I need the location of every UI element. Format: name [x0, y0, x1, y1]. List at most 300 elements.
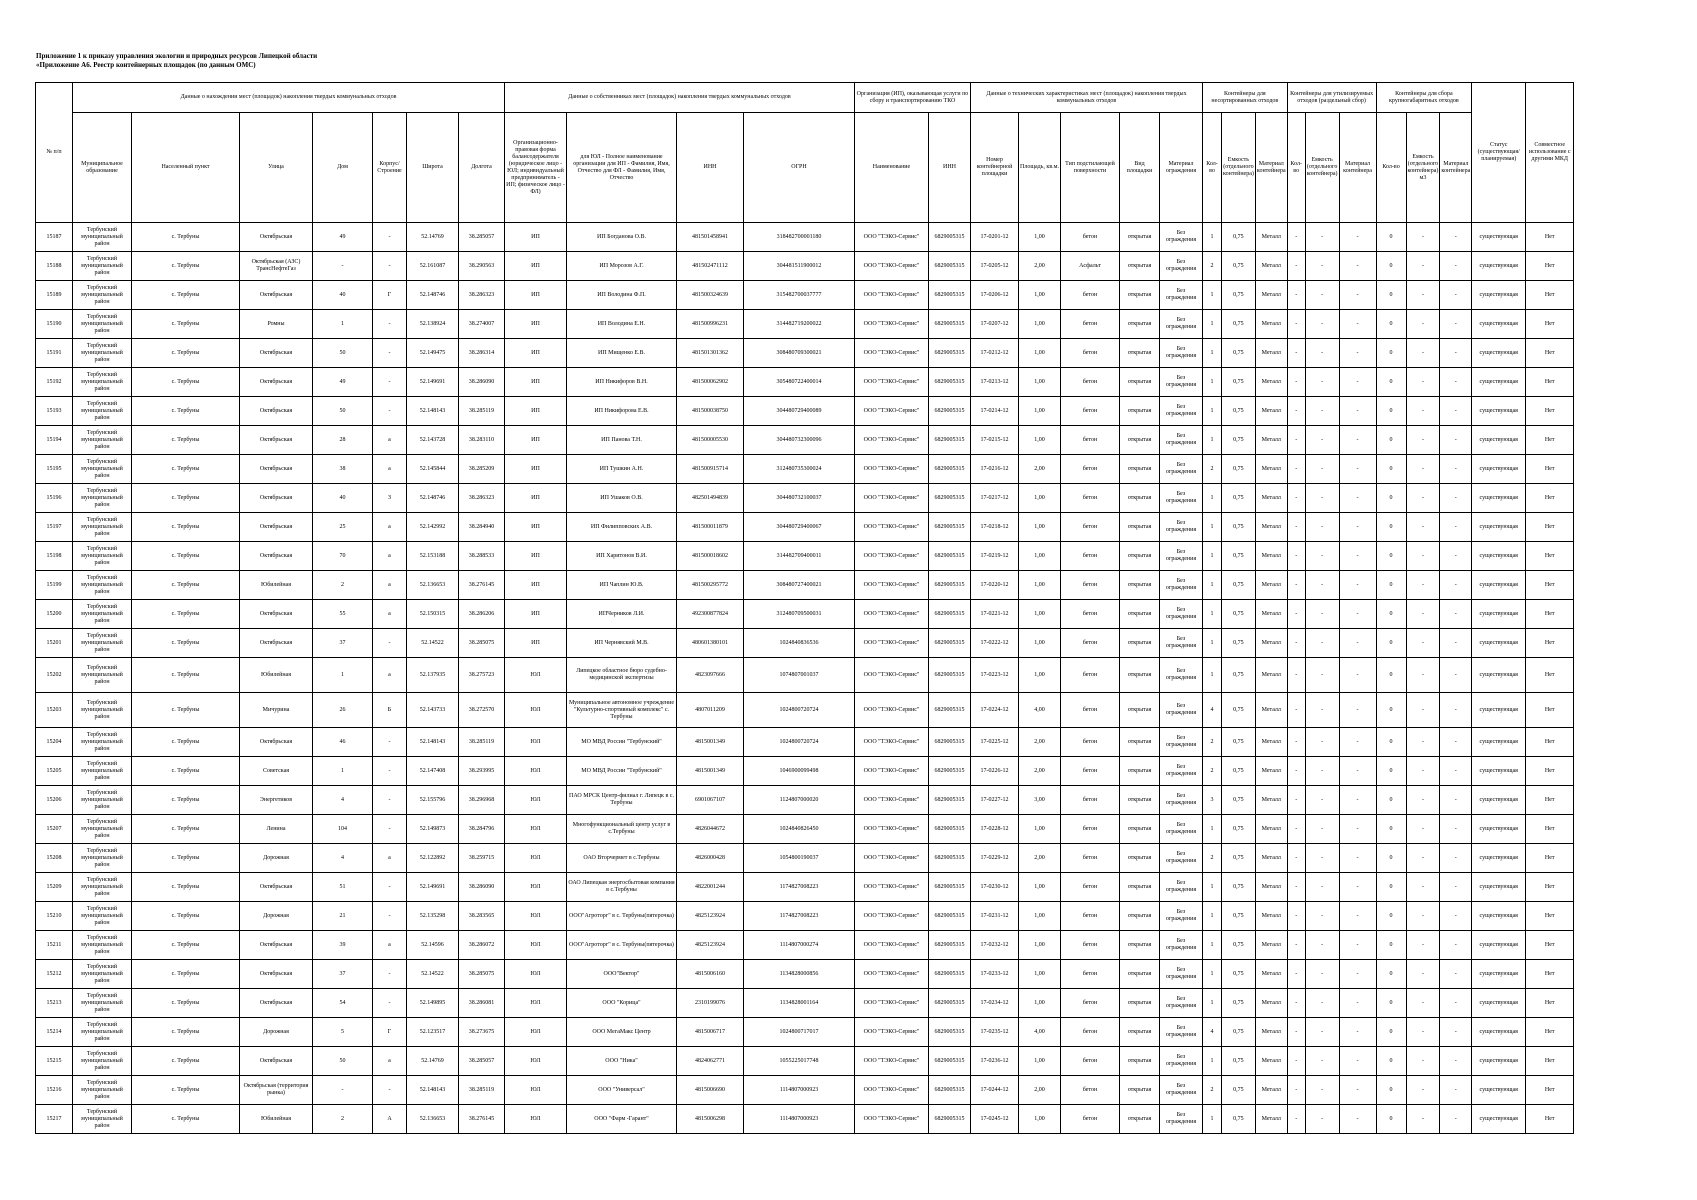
cell-status: существующая [1472, 960, 1526, 989]
cell-area: 1,00 [1019, 931, 1061, 960]
cell-cap3: - [1406, 844, 1440, 873]
cell-street: Октябрьская [240, 281, 313, 310]
cell-op: ООО "ТЭКО-Сервис" [855, 989, 929, 1018]
cell-site: 17-0216-12 [971, 455, 1019, 484]
cell-fence: Без ограждения [1160, 1018, 1203, 1047]
cell-lat: 52.14522 [407, 960, 459, 989]
cell-area: 1,00 [1019, 397, 1061, 426]
cell-cap2: - [1305, 600, 1339, 629]
cell-area: 2,00 [1019, 1076, 1061, 1105]
cell-bld: - [373, 310, 407, 339]
cell-inn: 4826044672 [677, 815, 744, 844]
cell-fence: Без ограждения [1160, 571, 1203, 600]
cell-area: 2,00 [1019, 455, 1061, 484]
cell-street: Дорожная [240, 902, 313, 931]
cell-owner: ИПЧерников Л.И. [567, 600, 677, 629]
cell-inn: 4815006690 [677, 1076, 744, 1105]
cell-q1: 2 [1203, 252, 1222, 281]
cell-cap1: 0,75 [1222, 786, 1256, 815]
cell-house: 50 [313, 339, 373, 368]
cell-num: 15214 [36, 1018, 73, 1047]
cell-mat3: - [1440, 989, 1472, 1018]
cell-mat2: - [1339, 1076, 1376, 1105]
cell-mat1: Металл [1255, 252, 1287, 281]
cell-ogrn: 1174827008223 [744, 902, 855, 931]
cell-q3: 0 [1376, 902, 1406, 931]
cell-street: Октябрьская [240, 455, 313, 484]
cell-fence: Без ограждения [1160, 455, 1203, 484]
cell-mo: Тербунский муниципальный район [73, 281, 132, 310]
cell-surf: бетон [1061, 571, 1120, 600]
cell-q1: 1 [1203, 600, 1222, 629]
cell-num: 15215 [36, 1047, 73, 1076]
cell-q1: 2 [1203, 844, 1222, 873]
cell-site: 17-0213-12 [971, 368, 1019, 397]
cell-mat2: - [1339, 873, 1376, 902]
group-operator-header: Организация (ИП), оказывающая услуги по сбору и транспортированию ТКО [855, 83, 971, 113]
cell-q1: 1 [1203, 281, 1222, 310]
cell-cap3: - [1406, 902, 1440, 931]
cell-ogrn: 314482719200022 [744, 310, 855, 339]
cell-shared: Нет [1526, 542, 1574, 571]
cell-inn: 481500011879 [677, 513, 744, 542]
table-row [36, 873, 1574, 902]
cell-ogrn: 1114807000274 [744, 931, 855, 960]
cell-status: существующая [1472, 455, 1526, 484]
cell-q2: - [1287, 658, 1305, 693]
cell-shared: Нет [1526, 513, 1574, 542]
cell-surf: бетон [1061, 815, 1120, 844]
cell-q2: - [1287, 1047, 1305, 1076]
cell-area: 1,00 [1019, 339, 1061, 368]
cell-site: 17-0228-12 [971, 815, 1019, 844]
cell-type: открытая [1120, 786, 1160, 815]
cell-mat3: - [1440, 728, 1472, 757]
cell-street: Октябрьская [240, 426, 313, 455]
cell-np: с. Тербуны [132, 542, 240, 571]
cell-cap1: 0,75 [1222, 757, 1256, 786]
container-sites-registry-table [35, 82, 1574, 1134]
header-group-row [36, 83, 1574, 113]
cell-mat2: - [1339, 600, 1376, 629]
col-lat-header: Широта [407, 113, 459, 223]
table-row [36, 629, 1574, 658]
cell-status: существующая [1472, 873, 1526, 902]
cell-site: 17-0221-12 [971, 600, 1019, 629]
cell-mat3: - [1440, 223, 1472, 252]
cell-owner: ИП Мищенко Е.В. [567, 339, 677, 368]
cell-inn: 2310199076 [677, 989, 744, 1018]
cell-q1: 1 [1203, 1047, 1222, 1076]
cell-mat3: - [1440, 571, 1472, 600]
cell-ogrn: 1024840826450 [744, 815, 855, 844]
cell-fence: Без ограждения [1160, 844, 1203, 873]
table-row [36, 223, 1574, 252]
cell-street: Дорожная [240, 1018, 313, 1047]
cell-op: ООО "ТЭКО-Сервис" [855, 455, 929, 484]
cell-cap1: 0,75 [1222, 1105, 1256, 1134]
cell-fence: Без ограждения [1160, 629, 1203, 658]
cell-house: 49 [313, 368, 373, 397]
cell-cap3: - [1406, 339, 1440, 368]
cell-q2: - [1287, 600, 1305, 629]
cell-num: 15201 [36, 629, 73, 658]
cell-house: 50 [313, 397, 373, 426]
cell-q3: 0 [1376, 455, 1406, 484]
cell-mo: Тербунский муниципальный район [73, 455, 132, 484]
cell-opinn: 6829005315 [929, 281, 971, 310]
cell-mat3: - [1440, 397, 1472, 426]
cell-fence: Без ограждения [1160, 600, 1203, 629]
cell-site: 17-0215-12 [971, 426, 1019, 455]
cell-shared: Нет [1526, 571, 1574, 600]
cell-op: ООО "ТЭКО-Сервис" [855, 513, 929, 542]
cell-form: ЮЛ [505, 1105, 567, 1134]
cell-num: 15199 [36, 571, 73, 600]
cell-lon: 38.285075 [459, 629, 505, 658]
cell-mat2: - [1339, 455, 1376, 484]
cell-opinn: 6829005315 [929, 1018, 971, 1047]
cell-street: Ленина [240, 815, 313, 844]
cell-surf: бетон [1061, 931, 1120, 960]
cell-np: с. Тербуны [132, 844, 240, 873]
cell-status: существующая [1472, 1047, 1526, 1076]
cell-mat3: - [1440, 368, 1472, 397]
cell-mat2: - [1339, 1047, 1376, 1076]
cell-lon: 38.276145 [459, 1105, 505, 1134]
cell-q3: 0 [1376, 960, 1406, 989]
cell-house: 50 [313, 1047, 373, 1076]
cell-mat2: - [1339, 281, 1376, 310]
cell-q1: 1 [1203, 571, 1222, 600]
cell-site: 17-0229-12 [971, 844, 1019, 873]
cell-q1: 1 [1203, 368, 1222, 397]
cell-mat1: Металл [1255, 310, 1287, 339]
cell-cap3: - [1406, 989, 1440, 1018]
cell-q1: 4 [1203, 693, 1222, 728]
cell-mat3: - [1440, 455, 1472, 484]
cell-opinn: 6829005315 [929, 693, 971, 728]
cell-q3: 0 [1376, 223, 1406, 252]
cell-form: ЮЛ [505, 1076, 567, 1105]
cell-op: ООО "ТЭКО-Сервис" [855, 571, 929, 600]
cell-mat1: Металл [1255, 629, 1287, 658]
cell-area: 1,00 [1019, 1105, 1061, 1134]
cell-cap3: - [1406, 368, 1440, 397]
cell-area: 2,00 [1019, 757, 1061, 786]
cell-mat1: Металл [1255, 600, 1287, 629]
cell-type: открытая [1120, 310, 1160, 339]
cell-site: 17-0218-12 [971, 513, 1019, 542]
cell-fence: Без ограждения [1160, 902, 1203, 931]
cell-num: 15210 [36, 902, 73, 931]
cell-area: 1,00 [1019, 542, 1061, 571]
col-ogrn-header: ОГРН [744, 113, 855, 223]
cell-site: 17-0207-12 [971, 310, 1019, 339]
cell-mo: Тербунский муниципальный район [73, 252, 132, 281]
cell-inn: 481501301362 [677, 339, 744, 368]
cell-num: 15205 [36, 757, 73, 786]
col-municipality-header: Муниципальное образование [73, 113, 132, 223]
cell-fence: Без ограждения [1160, 513, 1203, 542]
table-row [36, 571, 1574, 600]
cell-type: открытая [1120, 1047, 1160, 1076]
cell-type: открытая [1120, 757, 1160, 786]
cell-type: открытая [1120, 397, 1160, 426]
cell-shared: Нет [1526, 1105, 1574, 1134]
cell-cap2: - [1305, 844, 1339, 873]
cell-street: Октябрьская [240, 223, 313, 252]
cell-ogrn: 1124807000020 [744, 786, 855, 815]
cell-fence: Без ограждения [1160, 757, 1203, 786]
table-row [36, 786, 1574, 815]
cell-status: существующая [1472, 989, 1526, 1018]
cell-q1: 4 [1203, 1018, 1222, 1047]
cell-q2: - [1287, 693, 1305, 728]
cell-status: существующая [1472, 815, 1526, 844]
cell-fence: Без ограждения [1160, 542, 1203, 571]
cell-cap3: - [1406, 960, 1440, 989]
cell-op: ООО "ТЭКО-Сервис" [855, 310, 929, 339]
cell-type: открытая [1120, 815, 1160, 844]
cell-type: открытая [1120, 1105, 1160, 1134]
col-c1-capacity-header: Емкость (отдельного контейнера) [1222, 113, 1256, 223]
cell-mat1: Металл [1255, 757, 1287, 786]
cell-opinn: 6829005315 [929, 931, 971, 960]
cell-shared: Нет [1526, 873, 1574, 902]
document-title [36, 52, 317, 70]
cell-inn: 481500915714 [677, 455, 744, 484]
cell-shared: Нет [1526, 252, 1574, 281]
cell-bld: а [373, 658, 407, 693]
cell-owner: ООО "Фарм -Гарант" [567, 1105, 677, 1134]
cell-site: 17-0236-12 [971, 1047, 1019, 1076]
cell-site: 17-0212-12 [971, 339, 1019, 368]
cell-status: существующая [1472, 397, 1526, 426]
cell-np: с. Тербуны [132, 339, 240, 368]
cell-np: с. Тербуны [132, 728, 240, 757]
cell-cap3: - [1406, 728, 1440, 757]
cell-surf: бетон [1061, 513, 1120, 542]
cell-owner: ОАО Липецкая энергосбытовая компания в с.Тербуны [567, 873, 677, 902]
cell-owner: ИП Морозов А.Г. [567, 252, 677, 281]
cell-cap3: - [1406, 873, 1440, 902]
cell-house: 49 [313, 223, 373, 252]
cell-form: ИП [505, 281, 567, 310]
cell-cap1: 0,75 [1222, 931, 1256, 960]
cell-surf: бетон [1061, 960, 1120, 989]
cell-np: с. Тербуны [132, 455, 240, 484]
cell-surf: бетон [1061, 484, 1120, 513]
cell-lat: 52.149895 [407, 989, 459, 1018]
cell-status: существующая [1472, 542, 1526, 571]
cell-mat3: - [1440, 629, 1472, 658]
cell-opinn: 6829005315 [929, 339, 971, 368]
cell-q2: - [1287, 310, 1305, 339]
cell-form: ЮЛ [505, 757, 567, 786]
cell-owner: ИП Чернявский М.В. [567, 629, 677, 658]
cell-cap1: 0,75 [1222, 1018, 1256, 1047]
cell-num: 15187 [36, 223, 73, 252]
cell-form: ИП [505, 397, 567, 426]
cell-type: открытая [1120, 600, 1160, 629]
cell-lat: 52.150315 [407, 600, 459, 629]
cell-type: открытая [1120, 339, 1160, 368]
cell-site: 17-0230-12 [971, 873, 1019, 902]
cell-mat2: - [1339, 1105, 1376, 1134]
cell-num: 15195 [36, 455, 73, 484]
cell-area: 1,00 [1019, 513, 1061, 542]
cell-form: ЮЛ [505, 1018, 567, 1047]
cell-shared: Нет [1526, 1076, 1574, 1105]
table-row [36, 931, 1574, 960]
cell-shared: Нет [1526, 223, 1574, 252]
cell-mo: Тербунский муниципальный район [73, 223, 132, 252]
cell-owner: ИП Никифоров В.Н. [567, 368, 677, 397]
cell-surf: бетон [1061, 223, 1120, 252]
cell-mo: Тербунский муниципальный район [73, 844, 132, 873]
table-row [36, 368, 1574, 397]
cell-mo: Тербунский муниципальный район [73, 397, 132, 426]
cell-inn: 481500324639 [677, 281, 744, 310]
cell-fence: Без ограждения [1160, 693, 1203, 728]
cell-inn: 4822001244 [677, 873, 744, 902]
cell-lat: 52.148143 [407, 397, 459, 426]
cell-op: ООО "ТЭКО-Сервис" [855, 281, 929, 310]
cell-lat: 52.14522 [407, 629, 459, 658]
cell-owner: ОАО Вторчермет в с.Тербуны [567, 844, 677, 873]
table-row [36, 960, 1574, 989]
cell-q1: 1 [1203, 223, 1222, 252]
cell-lon: 38.274007 [459, 310, 505, 339]
cell-street: Октябрьская [240, 629, 313, 658]
cell-site: 17-0206-12 [971, 281, 1019, 310]
cell-status: существующая [1472, 513, 1526, 542]
cell-area: 1,00 [1019, 426, 1061, 455]
cell-mo: Тербунский муниципальный район [73, 786, 132, 815]
cell-bld: а [373, 844, 407, 873]
cell-cap2: - [1305, 757, 1339, 786]
cell-cap1: 0,75 [1222, 281, 1256, 310]
cell-bld: а [373, 455, 407, 484]
cell-mo: Тербунский муниципальный район [73, 629, 132, 658]
cell-surf: бетон [1061, 728, 1120, 757]
cell-opinn: 6829005315 [929, 989, 971, 1018]
cell-q3: 0 [1376, 931, 1406, 960]
cell-street: Октябрьская [240, 484, 313, 513]
cell-q3: 0 [1376, 1018, 1406, 1047]
cell-lon: 38.283565 [459, 902, 505, 931]
cell-mat2: - [1339, 368, 1376, 397]
col-c2-qty-header: Кол-во [1287, 113, 1305, 223]
cell-area: 2,00 [1019, 728, 1061, 757]
cell-house: 21 [313, 902, 373, 931]
cell-q3: 0 [1376, 571, 1406, 600]
cell-house: 1 [313, 757, 373, 786]
cell-type: открытая [1120, 542, 1160, 571]
cell-form: ЮЛ [505, 815, 567, 844]
cell-lat: 52.149873 [407, 815, 459, 844]
cell-fence: Без ограждения [1160, 252, 1203, 281]
cell-status: существующая [1472, 931, 1526, 960]
cell-street: Октябрьская [240, 931, 313, 960]
cell-opinn: 6829005315 [929, 728, 971, 757]
cell-bld: - [373, 815, 407, 844]
cell-mat3: - [1440, 960, 1472, 989]
cell-cap1: 0,75 [1222, 368, 1256, 397]
cell-ogrn: 1024800720724 [744, 728, 855, 757]
cell-inn: 4815006717 [677, 1018, 744, 1047]
cell-lat: 52.135298 [407, 902, 459, 931]
cell-bld: - [373, 902, 407, 931]
cell-area: 1,00 [1019, 989, 1061, 1018]
cell-mat3: - [1440, 600, 1472, 629]
cell-num: 15192 [36, 368, 73, 397]
cell-mat3: - [1440, 1076, 1472, 1105]
cell-op: ООО "ТЭКО-Сервис" [855, 629, 929, 658]
cell-q2: - [1287, 368, 1305, 397]
table-row [36, 542, 1574, 571]
cell-mat1: Металл [1255, 728, 1287, 757]
cell-cap1: 0,75 [1222, 513, 1256, 542]
cell-cap3: - [1406, 815, 1440, 844]
cell-street: Энергетиков [240, 786, 313, 815]
cell-mat3: - [1440, 281, 1472, 310]
cell-surf: бетон [1061, 368, 1120, 397]
cell-mo: Тербунский муниципальный район [73, 600, 132, 629]
cell-type: открытая [1120, 629, 1160, 658]
cell-site: 17-0235-12 [971, 1018, 1019, 1047]
cell-mo: Тербунский муниципальный район [73, 728, 132, 757]
cell-lat: 52.149475 [407, 339, 459, 368]
cell-lat: 52.136653 [407, 1105, 459, 1134]
cell-cap3: - [1406, 1018, 1440, 1047]
cell-lat: 52.143733 [407, 693, 459, 728]
cell-area: 1,00 [1019, 960, 1061, 989]
cell-house: - [313, 252, 373, 281]
cell-mat3: - [1440, 310, 1472, 339]
cell-cap2: - [1305, 902, 1339, 931]
cell-ogrn: 312480735300024 [744, 455, 855, 484]
cell-mo: Тербунский муниципальный район [73, 1047, 132, 1076]
cell-inn: 481500038750 [677, 397, 744, 426]
cell-cap2: - [1305, 484, 1339, 513]
cell-shared: Нет [1526, 902, 1574, 931]
cell-mat3: - [1440, 1047, 1472, 1076]
cell-op: ООО "ТЭКО-Сервис" [855, 757, 929, 786]
cell-q3: 0 [1376, 310, 1406, 339]
cell-q2: - [1287, 571, 1305, 600]
col-fence-header: Материал ограждения [1160, 113, 1203, 223]
cell-cap1: 0,75 [1222, 455, 1256, 484]
table-row [36, 989, 1574, 1018]
cell-mo: Тербунский муниципальный район [73, 484, 132, 513]
col-street-header: Улица [240, 113, 313, 223]
cell-cap2: - [1305, 310, 1339, 339]
cell-q3: 0 [1376, 728, 1406, 757]
cell-mat2: - [1339, 223, 1376, 252]
cell-lon: 38.285075 [459, 960, 505, 989]
cell-type: открытая [1120, 844, 1160, 873]
cell-mat1: Металл [1255, 989, 1287, 1018]
cell-cap2: - [1305, 1018, 1339, 1047]
cell-shared: Нет [1526, 931, 1574, 960]
cell-q2: - [1287, 513, 1305, 542]
cell-type: открытая [1120, 223, 1160, 252]
cell-site: 17-0224-12 [971, 693, 1019, 728]
cell-np: с. Тербуны [132, 397, 240, 426]
cell-owner: МО МВД России "Тербунский" [567, 728, 677, 757]
